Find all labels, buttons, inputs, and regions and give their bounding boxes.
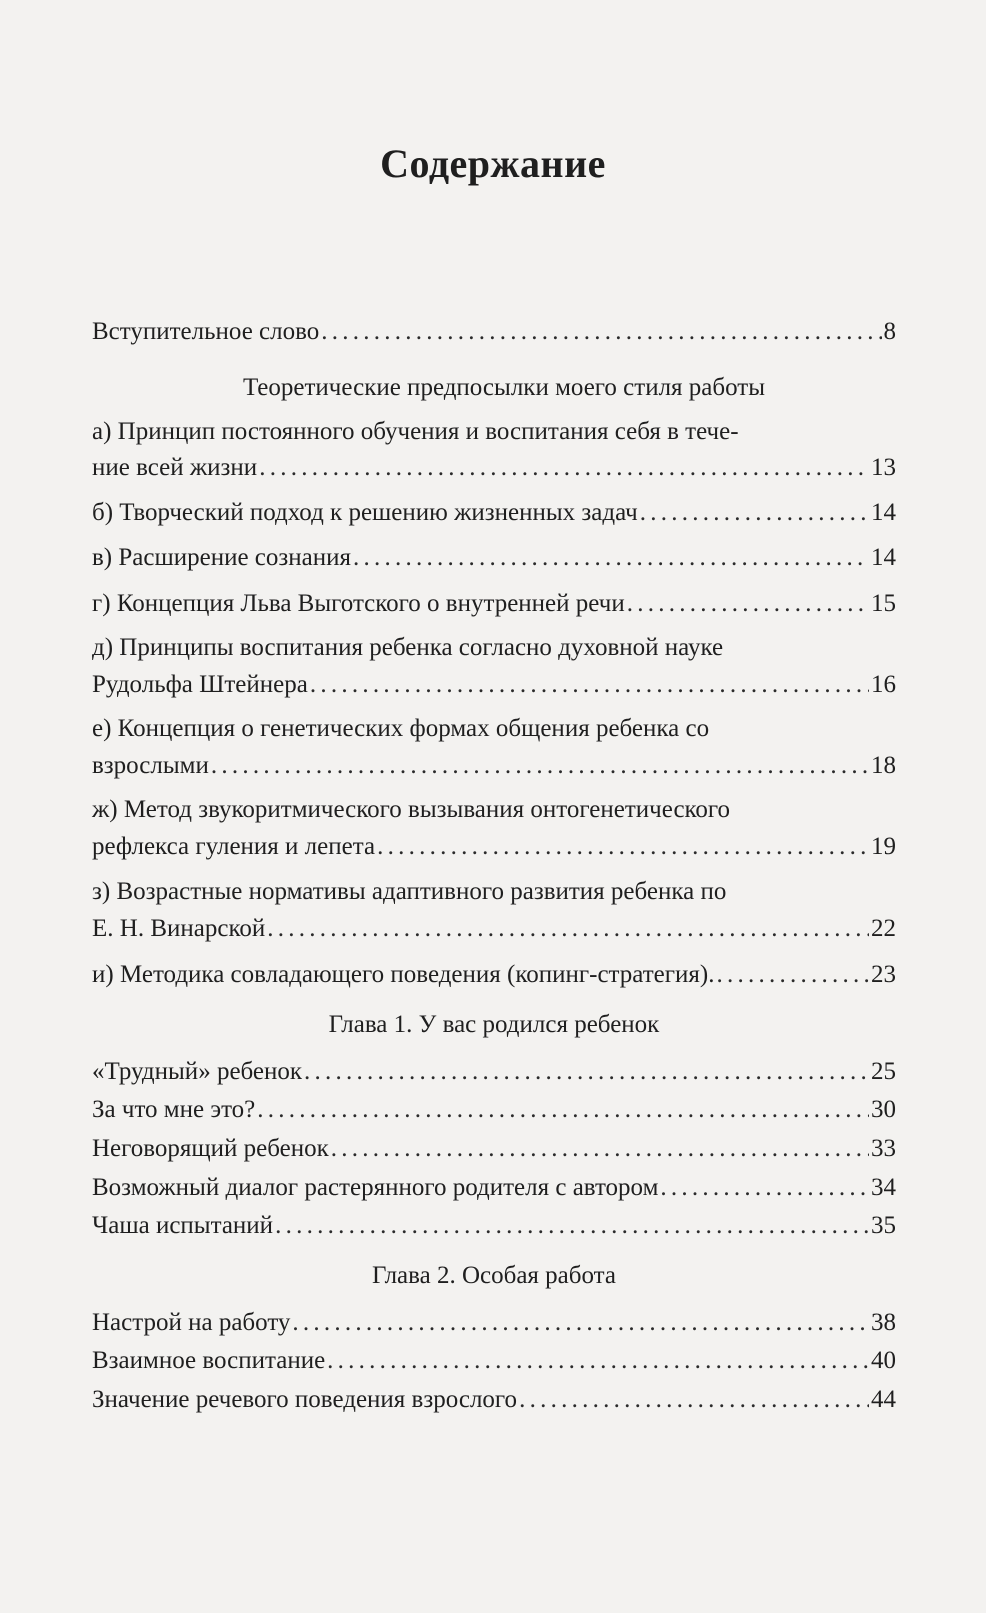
section-heading: Теоретические предпосылки моего стиля работы xyxy=(242,374,766,401)
toc-entry-line1: е) Концепция о генетических формах общения ребенка со xyxy=(92,715,710,742)
chapter-heading: Глава 1. У вас родился ребенок xyxy=(328,1011,660,1038)
toc-entry xyxy=(92,538,896,578)
toc-entry-page: 22 xyxy=(871,915,896,942)
leader-dots xyxy=(627,584,869,624)
toc-entry-page: 14 xyxy=(871,499,896,526)
toc-entry-title: Е. Н. Винарской xyxy=(92,915,266,942)
leader-dots xyxy=(331,1129,869,1169)
page-title: Содержание xyxy=(380,141,606,186)
toc-entry-title: ние всей жизни xyxy=(92,454,258,481)
toc-entry-page: 40 xyxy=(871,1347,896,1374)
toc-entry-title: г) Концепция Льва Выготского о внутренней речи xyxy=(92,590,625,617)
toc-entry-title: Возможный диалог растерянного родителя с автором xyxy=(92,1174,659,1201)
toc-entry xyxy=(92,665,896,705)
leader-dots xyxy=(275,1206,869,1246)
toc-entry-page: 16 xyxy=(871,671,896,698)
toc-entry-page: 8 xyxy=(883,318,896,345)
toc-entry-title: Вступительное слово xyxy=(92,318,320,345)
toc-entry-line1: д) Принципы воспитания ребенка согласно духовной науке xyxy=(92,634,724,661)
toc-entry-page: 25 xyxy=(871,1058,896,1085)
leader-dots xyxy=(257,1090,869,1130)
toc-entry xyxy=(92,1168,896,1208)
toc-entry-title: рефлекса гуления и лепета xyxy=(92,833,376,860)
leader-dots xyxy=(377,827,869,867)
toc-entry-title: Значение речевого поведения взрослого xyxy=(92,1386,518,1413)
leader-dots xyxy=(716,955,869,995)
leader-dots xyxy=(292,1303,869,1343)
leader-dots xyxy=(640,493,869,533)
toc-entry xyxy=(92,584,896,624)
toc-entry xyxy=(92,1380,896,1420)
toc-entry-line1: з) Возрастные нормативы адаптивного развития ребенка по xyxy=(92,878,727,905)
toc-entry-title: Настрой на работу xyxy=(92,1309,291,1336)
leader-dots xyxy=(321,312,881,352)
toc-entry xyxy=(92,1303,896,1343)
toc-entry-title: Взаимное воспитание xyxy=(92,1347,326,1374)
leader-dots xyxy=(519,1380,869,1420)
toc-entry xyxy=(92,1129,896,1169)
toc-entry-title: и) Методика совладающего поведения (копинг-стратегия). xyxy=(92,961,715,988)
toc-entry-page: 18 xyxy=(871,752,896,779)
toc-entry-page: 14 xyxy=(871,544,896,571)
toc-entry-line1: а) Принцип постоянного обучения и воспитания себя в тече- xyxy=(92,418,739,445)
toc-entry-title: в) Расширение сознания xyxy=(92,544,352,571)
toc-entry-page: 19 xyxy=(871,833,896,860)
leader-dots xyxy=(327,1341,869,1381)
toc-entry-page: 15 xyxy=(871,590,896,617)
toc-entry xyxy=(92,448,896,488)
toc-entry-page: 35 xyxy=(871,1212,896,1239)
leader-dots xyxy=(310,665,869,705)
leader-dots xyxy=(353,538,869,578)
toc-entry-page: 44 xyxy=(871,1386,896,1413)
leader-dots xyxy=(304,1052,869,1092)
toc-entry-title: взрослыми xyxy=(92,752,209,779)
toc-entry-page: 33 xyxy=(871,1135,896,1162)
toc-entry-title: Рудольфа Штейнера xyxy=(92,671,308,698)
toc-entry xyxy=(92,1052,896,1092)
toc-entry-page: 23 xyxy=(871,961,896,988)
toc-entry-title: Чаша испытаний xyxy=(92,1212,274,1239)
toc-entry xyxy=(92,1090,896,1130)
toc-entry xyxy=(92,312,896,352)
toc-entry-page: 38 xyxy=(871,1309,896,1336)
toc-entry-page: 34 xyxy=(871,1174,896,1201)
toc-entry-title: Неговорящий ребенок xyxy=(92,1135,329,1162)
chapter-heading: Глава 2. Особая работа xyxy=(372,1262,616,1289)
toc-entry xyxy=(92,493,896,533)
toc-entry-title: За что мне это? xyxy=(92,1096,256,1123)
toc-entry-page: 13 xyxy=(871,454,896,481)
toc-entry-title: «Трудный» ребенок xyxy=(92,1058,303,1085)
leader-dots xyxy=(267,909,869,949)
toc-entry xyxy=(92,1206,896,1246)
toc-entry xyxy=(92,1341,896,1381)
toc-entry xyxy=(92,909,896,949)
toc-entry xyxy=(92,827,896,867)
toc-entry xyxy=(92,746,896,786)
toc-entry xyxy=(92,955,896,995)
toc-entry-title: б) Творческий подход к решению жизненных задач xyxy=(92,499,638,526)
toc-entry-line1: ж) Метод звукоритмического вызывания онтогенетического xyxy=(92,796,731,823)
leader-dots xyxy=(259,448,869,488)
leader-dots xyxy=(660,1168,869,1208)
leader-dots xyxy=(211,746,869,786)
toc-entry-page: 30 xyxy=(871,1096,896,1123)
